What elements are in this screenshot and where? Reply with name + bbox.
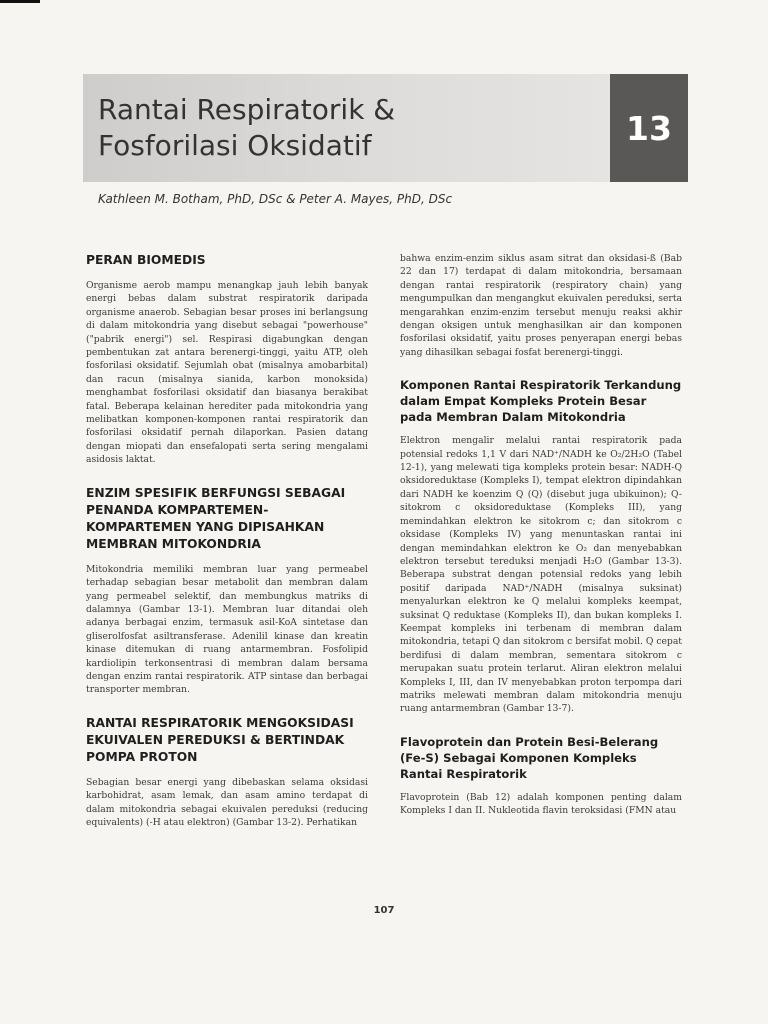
authors-line: Kathleen M. Botham, PhD, DSc & Peter A. Mayes, PhD, DSc [98,192,453,206]
section-heading-peran-biomedis: PERAN BIOMEDIS [86,253,206,267]
paragraph-peran-biomedis: Organisme aerob mampu menangkap jauh lebih banyak energi bebas dalam substrat respiratorik daripada organisme anaerob. Sebagian besar proses ini berlangsung di dalam mitokondria yang disebut sebagai "powerhouse" ("pabrik energi") sel. Respirasi digabungkan dengan pembentukan zat antara berenergi-tinggi, yaitu ATP, oleh fosforilasi oksidatif. Sejumlah obat (misalnya amobarbital) dan racun (misalnya sianida, karbon monoksida) menghambat fosforilasi oksidatif dan biasanya berakibat fatal. Beberapa kelainan herediter pada mitokondria yang melibatkan komponen-komponen rantai respiratorik dan fosforilasi oksidatif pernah dilaporkan. Pasien datang dengan miopati dan ensefalopati serta sering mengalami asidosis laktat. [86,280,368,466]
paragraph-continuation: bahwa enzim-enzim siklus asam sitrat dan oksidasi-ß (Bab 22 dan 17) terdapat di dalam mitokondria, bersamaan dengan rantai respiratorik (respiratory chain) yang mengumpulkan dan mengangkut ekuivalen pereduksi, serta mengarahkan enzim-enzim tersebut menuju reaksi akhir dengan oksigen untuk menghasilkan air dan komponen fosforilasi oksidatif, yaitu proses penyerapan energi bebas yang dihasilkan sebagai fosfat berenergi-tinggi. [400,253,682,358]
page-number: 107 [373,905,395,916]
chapter-title-line-1: Rantai Respiratorik & [98,93,396,126]
section-heading-rantai-respiratorik: RANTAI RESPIRATORIK MENGOKSIDASI EKUIVALEN PEREDUKSI & BERTINDAK POMPA PROTON [86,715,354,764]
chapter-number: 13 [626,108,672,148]
paragraph-rantai-respiratorik: Sebagian besar energi yang dibebaskan selama oksidasi karbohidrat, asam lemak, dan asam amino terdapat di dalam mitokondria sebagai ekuivalen pereduksi (reducing equivalents) (-H atau elektron) (Gambar 13-2). Perhatikan [86,776,368,828]
subsection-heading-flavoprotein: Flavoprotein dan Protein Besi-Belerang (Fe-S) Sebagai Komponen Kompleks Rantai Respiratorik [400,734,659,781]
right-column [400,252,682,836]
paragraph-komponen-rantai: Elektron mengalir melalui rantai respiratorik pada potensial redoks 1,1 V dari NAD⁺/NADH ke O₂/2H₂O (Tabel 12-1), yang melewati tiga kompleks protein besar: NADH-Q oksidoreduktase (Kompleks I), tempat elektron dipindahkan dari NADH ke koenzim Q (Q) (disebut juga ubikuinon); Q-sitokrom c oksidoreduktase (Kompleks III), yang memindahkan elektron ke sitokrom c; dan sitokrom c oksidase (Kompleks IV) yang menuntaskan rantai ini dengan memindahkan elektron ke O₂ dan menyebabkan elektron tersebut tereduksi menjadi H₂O (Gambar 13-3). Beberapa substrat dengan potensial redoks yang lebih positif daripada NAD⁺/NADH (misalnya suksinat) menyalurkan elektron ke Q melalui kompleks keempat, suksinat Q reduktase (Kompleks II), dan bukan kompleks I. Keempat kompleks ini terbenam di membran dalam mitokondria, tetapi Q dan sitokrom c bersifat mobil. Q cepat berdifusi di dalam membran, sementara sitokrom c merupakan suatu protein terlarut. Aliran elektron melalui Kompleks I, III, dan IV menyebabkan proton terpompa dari matriks melewati membran dalam mitokondria menuju ruang antarmembran (Gambar 13-7). [400,435,682,715]
chapter-title-line-2: Fosforilasi Oksidatif [98,129,372,162]
paragraph-flavoprotein: Flavoprotein (Bab 12) adalah komponen penting dalam Kompleks I dan II. Nukleotida flavin teroksidasi (FMN atau [400,791,682,817]
left-column [86,252,368,847]
section-heading-enzim-spesifik: ENZIM SPESIFIK BERFUNGSI SEBAGAI PENANDA KOMPARTEMEN-KOMPARTEMEN YANG DIPISAHKAN MEMBRAN MITOKONDRIA [86,485,346,551]
chapter-title [98,92,395,164]
scan-corner-mark [0,0,40,3]
paragraph-enzim-spesifik: Mitokondria memiliki membran luar yang permeabel terhadap sebagian besar metabolit dan membran dalam yang permeabel selektif, dan membungkus matriks di dalamnya (Gambar 13-1). Membran luar ditandai oleh adanya berbagai enzim, termasuk asil-KoA sintetase dan gliserolfosfat asiltransferase. Adenilil kinase dan kreatin kinase ditemukan di ruang antarmembran. Fosfolipid kardiolipin terkonsentrasi di membran dalam bersama dengan enzim rantai respiratorik. ATP sintase dan berbagai transporter membran. [86,563,368,696]
chapter-number-badge [610,74,688,182]
subsection-heading-komponen-rantai: Komponen Rantai Respiratorik Terkandung dalam Empat Kompleks Protein Besar pada Membran Dalam Mitokondria [400,378,682,425]
